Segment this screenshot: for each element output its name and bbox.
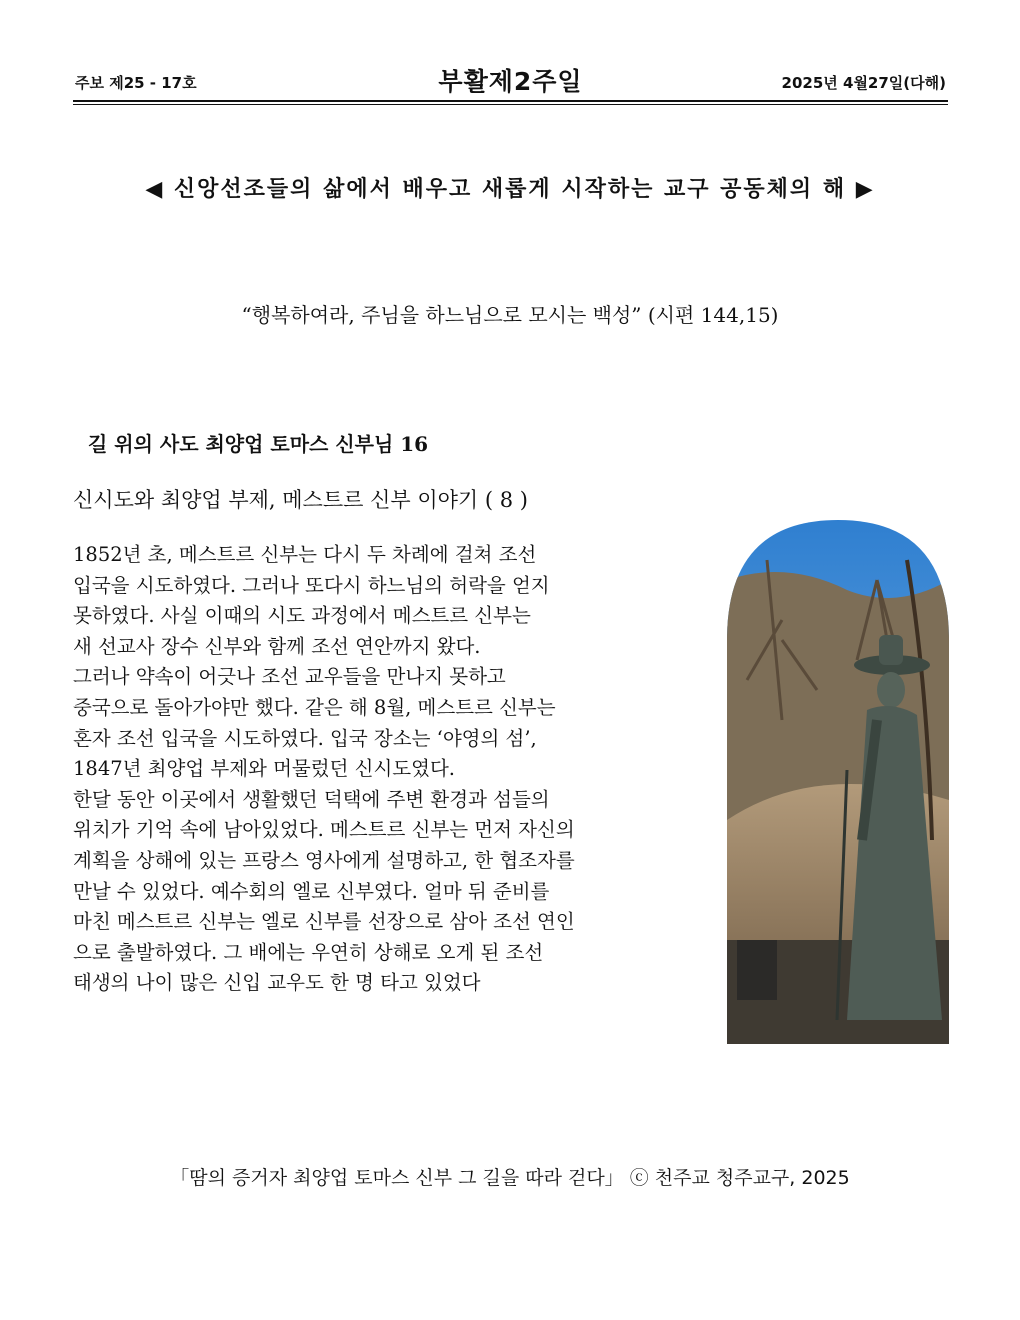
article-line: 혼자 조선 입국을 시도하였다. 입국 장소는 ‘야영의 섬’, — [73, 726, 537, 750]
article-line: 그러나 약속이 어긋나 조선 교우들을 만나지 못하고 — [73, 665, 506, 689]
article-line: 한달 동안 이곳에서 생활했던 덕택에 주변 환경과 섬들의 — [73, 787, 550, 811]
article-line: 입국을 시도하였다. 그러나 또다시 하느님의 허락을 얻지 — [73, 573, 550, 597]
article-subtitle: 신시도와 최양업 부제, 메스트르 신부 이야기 ( 8 ) — [73, 488, 528, 512]
issue-date: 2025년 4월27일(다해) — [781, 74, 946, 92]
article-line: 마친 메스트르 신부는 엘로 신부를 선장으로 삼아 조선 연인 — [73, 910, 575, 934]
theme-banner: ◀ 신앙선조들의 삶에서 배우고 새롭게 시작하는 교구 공동체의 해 ▶ — [145, 177, 875, 202]
header-divider-thin — [73, 104, 948, 105]
section-title: 길 위의 사도 최양업 토마스 신부님 16 — [88, 432, 429, 456]
article-line: 태생의 나이 많은 신입 교우도 한 명 타고 있었다 — [73, 971, 481, 995]
article-line: 계획을 상해에 있는 프랑스 영사에게 설명하고, 한 협조자를 — [73, 848, 575, 872]
article-line: 으로 출발하였다. 그 배에는 우연히 상해로 오게 된 조선 — [73, 940, 544, 964]
newsletter-header — [73, 62, 948, 98]
issue-number: 주보 제25 - 17호 — [75, 74, 197, 92]
footer-credit: 「땀의 증거자 최양업 토마스 신부 그 길을 따라 걷다」 ⓒ 천주교 청주교구, 2025 — [170, 1167, 850, 1189]
article-line: 중국으로 돌아가야만 했다. 같은 해 8월, 메스트르 신부는 — [73, 695, 556, 719]
header-divider — [73, 100, 948, 102]
article-line: 만날 수 있었다. 예수회의 엘로 신부였다. 얼마 뒤 준비를 — [73, 879, 550, 903]
article-line: 못하였다. 사실 이때의 시도 과정에서 메스트르 신부는 — [73, 604, 531, 628]
article-body — [73, 540, 713, 999]
statue-photo — [727, 520, 949, 1044]
article-line: 위치가 기억 속에 남아있었다. 메스트르 신부는 먼저 자신의 — [73, 818, 575, 842]
article-line: 1852년 초, 메스트르 신부는 다시 두 차례에 걸쳐 조선 — [73, 543, 537, 566]
page-title: 부활제2주일 — [438, 67, 583, 96]
article-line: 1847년 최양업 부제와 머물렀던 신시도였다. — [73, 757, 456, 781]
scripture-quote: “행복하여라, 주님을 하느님으로 모시는 백성” (시편 144,15) — [241, 303, 779, 327]
article-line: 새 선교사 장수 신부와 함께 조선 연안까지 왔다. — [73, 634, 481, 658]
